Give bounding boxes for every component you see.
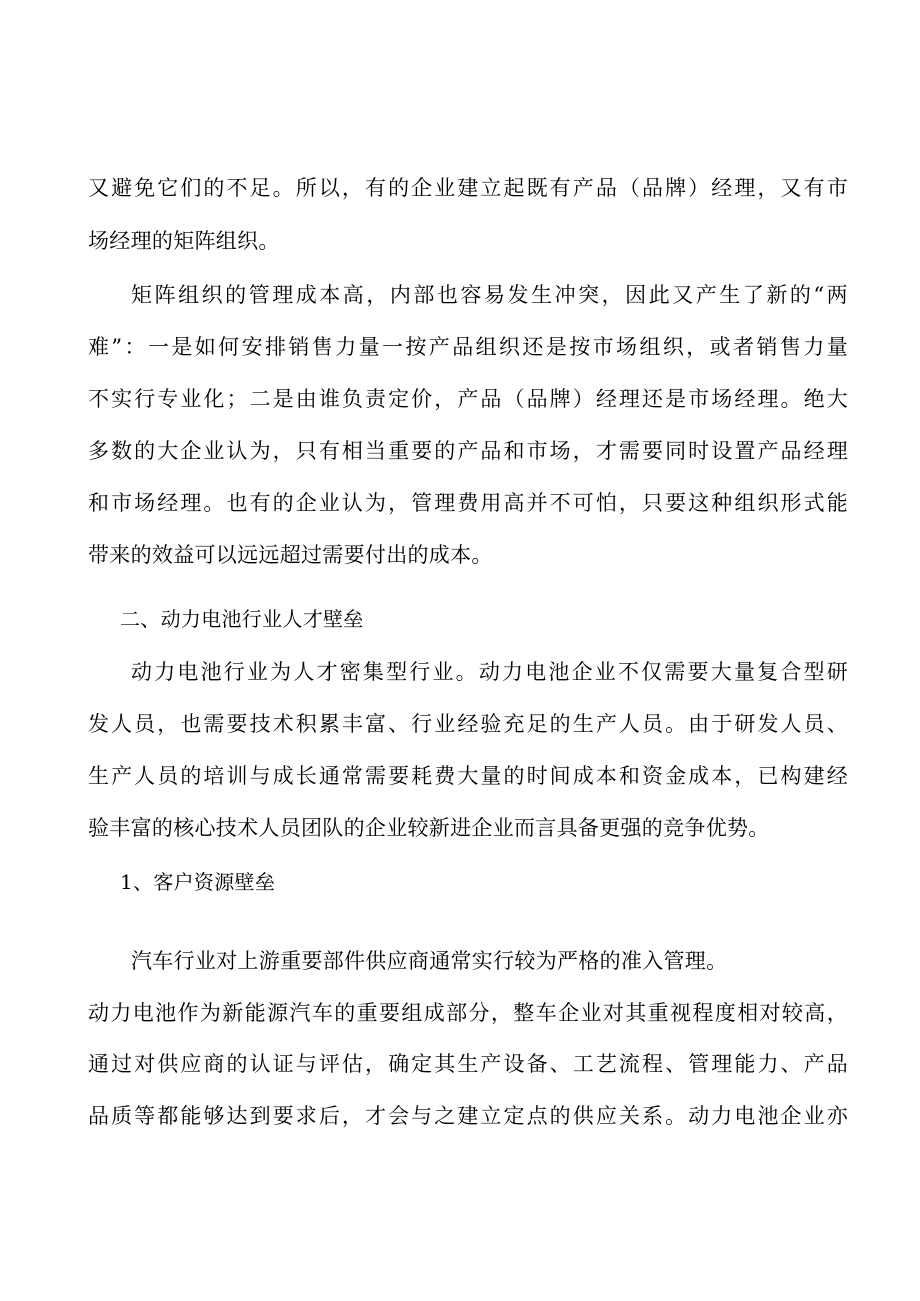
paragraph-line: 又避免它们的不足。所以，有的企业建立起既有产品（品牌）经理，又有市 bbox=[88, 176, 848, 200]
paragraph-line: 发人员，也需要技术积累丰富、行业经验充足的生产人员。由于研发人员、 bbox=[88, 712, 848, 736]
paragraph-line: 品质等都能够达到要求后，才会与之建立定点的供应关系。动力电池企业亦 bbox=[88, 1104, 848, 1128]
paragraph-line: 生产人员的培训与成长通常需要耗费大量的时间成本和资金成本，已构建经 bbox=[88, 764, 848, 788]
paragraph-line: 难”：一是如何安排销售力量一按产品组织还是按市场组织，或者销售力量 bbox=[88, 335, 848, 359]
paragraph-line: 验丰富的核心技术人员团队的企业较新进企业而言具备更强的竞争优势。 bbox=[88, 816, 770, 840]
paragraph-line: 动力电池行业为人才密集型行业。动力电池企业不仅需要大量复合型研 bbox=[131, 660, 848, 684]
paragraph-line: 和市场经理。也有的企业认为，管理费用高并不可怕，只要这种组织形式能 bbox=[88, 491, 848, 515]
paragraph-line: 动力电池作为新能源汽车的重要组成部分，整车企业对其重视程度相对较高， bbox=[88, 1001, 848, 1025]
subsection-heading: 1、客户资源壁垒 bbox=[120, 870, 276, 894]
paragraph-line: 汽车行业对上游重要部件供应商通常实行较为严格的准入管理。 bbox=[131, 949, 728, 973]
paragraph-line: 多数的大企业认为，只有相当重要的产品和市场，才需要同时设置产品经理 bbox=[88, 439, 848, 463]
paragraph-line: 通过对供应商的认证与评估，确定其生产设备、工艺流程、管理能力、产品 bbox=[88, 1052, 848, 1076]
section-heading: 二、动力电池行业人才壁垒 bbox=[120, 607, 364, 631]
paragraph-line: 矩阵组织的管理成本高，内部也容易发生冲突，因此又产生了新的“两 bbox=[131, 283, 848, 307]
paragraph-line: 不实行专业化；二是由谁负责定价，产品（品牌）经理还是市场经理。绝大 bbox=[88, 387, 848, 411]
paragraph-line: 场经理的矩阵组织。 bbox=[88, 229, 280, 253]
paragraph-line: 带来的效益可以远远超过需要付出的成本。 bbox=[88, 543, 493, 567]
